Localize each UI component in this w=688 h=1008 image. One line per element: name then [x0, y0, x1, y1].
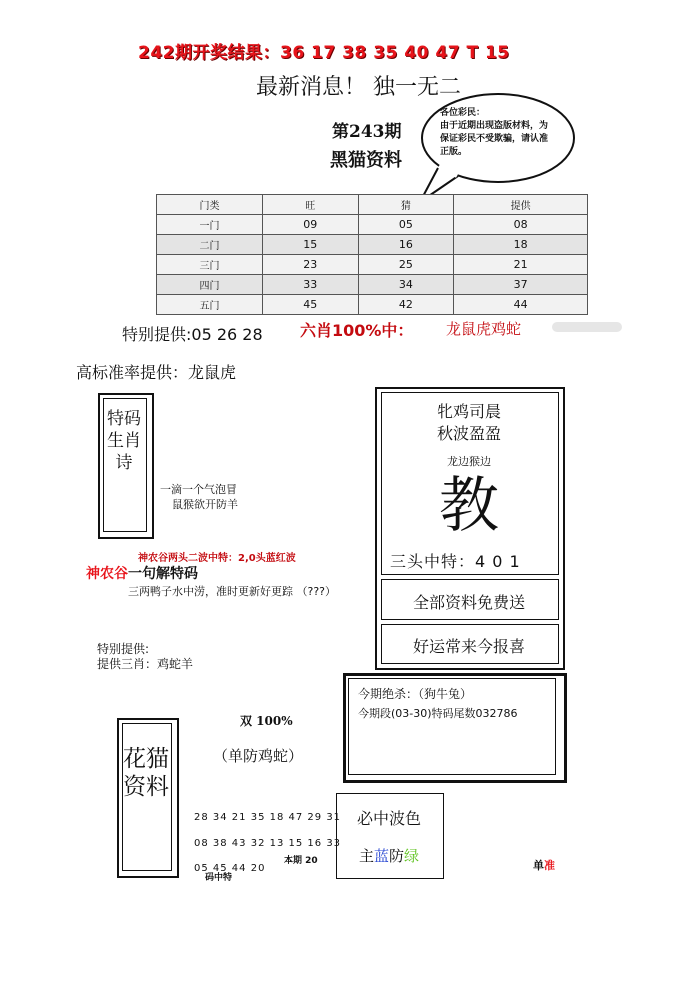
- six-zodiac-value: 龙鼠虎鸡蛇: [446, 320, 522, 338]
- decorative-streak: [552, 322, 622, 332]
- high-standard-provide: 高标准率提供：龙鼠虎: [76, 363, 237, 382]
- table-cell: 一门: [157, 215, 263, 235]
- table-cell: 05: [358, 215, 454, 235]
- special-provide-2-label: 特别提供:: [97, 642, 150, 656]
- shennong-title: [86, 563, 198, 583]
- double-100: 双 100%: [240, 714, 293, 728]
- table-cell: 09: [263, 215, 359, 235]
- poem-box-title: 特码生肖诗: [107, 409, 141, 473]
- special-provide-2-value: 提供三肖：鸡蛇羊: [97, 657, 194, 671]
- flower-box-title: 花猫资料: [123, 746, 169, 800]
- shennong-wave-note: 神农谷两头二波中特：2,0头蓝红波: [138, 553, 296, 564]
- table-row: [157, 295, 588, 315]
- special-provide: 特别提供:05 26 28: [122, 325, 263, 344]
- numbers-table: [156, 194, 588, 315]
- bubble-body: 由于近期出现盗版材料，为保证彩民不受欺骗，请认准正版。: [440, 121, 549, 157]
- table-header: 猜: [358, 195, 454, 215]
- table-cell: 44: [454, 295, 588, 315]
- table-cell: 33: [263, 275, 359, 295]
- table-row: [157, 235, 588, 255]
- single-guard: （单防鸡蛇）: [213, 747, 304, 765]
- poem-line-2: 鼠猴欲开防羊: [172, 498, 238, 511]
- wave-blue: 蓝: [373, 847, 389, 865]
- three-head-special: 三头中特：4 0 1: [390, 552, 521, 571]
- table-cell: 三门: [157, 255, 263, 275]
- free-info-text: 全部资料免费送: [412, 593, 525, 612]
- number-row-1: 28 34 21 35 18 47 29 31: [194, 812, 342, 823]
- single-accurate: [533, 857, 555, 873]
- shennong-title-black: 一句解特码: [128, 566, 198, 582]
- wave-color-title: 必中波色: [356, 809, 421, 828]
- table-cell: 25: [358, 255, 454, 275]
- wave-guard-mid: 防: [389, 847, 405, 865]
- wave-green: 绿: [404, 847, 420, 865]
- wave-main-prefix: 主: [358, 847, 374, 865]
- page-subtitle: 黑猫资料: [330, 150, 402, 171]
- table-cell: 34: [358, 275, 454, 295]
- table-cell: 二门: [157, 235, 263, 255]
- single-prefix: 单: [533, 859, 544, 872]
- table-cell: 37: [454, 275, 588, 295]
- shennong-title-red: 神农谷: [86, 566, 128, 582]
- table-header: 旺: [263, 195, 359, 215]
- number-row-2: 08 38 43 32 13 15 16 33: [194, 838, 342, 849]
- shennong-riddle: 三两鸭子水中涝，准时更新好更踪 （???）: [128, 585, 337, 598]
- riddle-line-1: 牝鸡司晨: [436, 402, 501, 421]
- table-header: 门类: [157, 195, 263, 215]
- issue-number: 第243期: [332, 122, 402, 142]
- headline-result: 242期开奖结果：36 17 38 35 40 47 T 15: [138, 43, 510, 63]
- table-cell: 16: [358, 235, 454, 255]
- table-cell: 23: [263, 255, 359, 275]
- table-cell: 08: [454, 215, 588, 235]
- bubble-notice: [440, 107, 552, 159]
- poem-line-1: 一滴一个气泡冒: [160, 483, 237, 496]
- table-cell: 五门: [157, 295, 263, 315]
- single-red: 准: [544, 859, 555, 872]
- table-row: [157, 215, 588, 235]
- riddle-line-2: 秋波盈盈: [436, 424, 501, 443]
- good-luck-text: 好运常来今报喜: [412, 637, 525, 656]
- riddle-hint: 龙边猴边: [447, 455, 491, 468]
- table-header-row: [157, 195, 588, 215]
- table-cell: 45: [263, 295, 359, 315]
- center-special-tag: 码中特: [205, 873, 233, 883]
- table-cell: 18: [454, 235, 588, 255]
- table-row: [157, 275, 588, 295]
- kill-line-1: 今期绝杀：（狗牛兔）: [358, 687, 473, 701]
- number-row-3: 05 45 44 20: [194, 863, 266, 874]
- slogan: 最新消息！ 独一无二: [256, 75, 461, 100]
- this-issue-tag: 本期 20: [284, 856, 318, 866]
- kill-line-2: 今期段(03-30)特码尾数032786: [358, 707, 518, 720]
- table-cell: 四门: [157, 275, 263, 295]
- table-header: 提供: [454, 195, 588, 215]
- riddle-big-character: 教: [439, 471, 499, 541]
- bubble-greeting: 各位彩民：: [440, 108, 486, 118]
- table-cell: 15: [263, 235, 359, 255]
- wave-color-value: [336, 845, 442, 866]
- table-cell: 21: [454, 255, 588, 275]
- six-zodiac-label: 六肖100%中：: [300, 321, 414, 340]
- table-row: [157, 255, 588, 275]
- table-cell: 42: [358, 295, 454, 315]
